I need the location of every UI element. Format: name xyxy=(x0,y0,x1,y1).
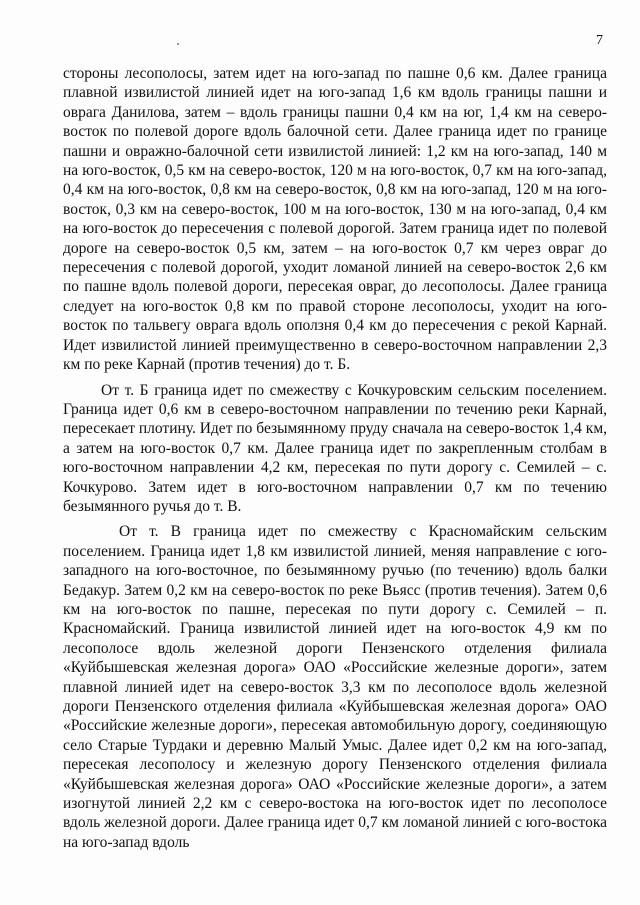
paragraph-continuation: стороны лесополосы, затем идет на юго-запад по пашне 0,6 км. Далее граница плавной извилистой линией идет на юго-запад 1,6 км вдоль границы пашни и оврага Данилова, затем – вдоль границы пашни 0,4 км на юг, 1,4 км на северо-восток по полевой дороге вдоль балочной сети. Далее граница идет по границе пашни и овражно-балочной сети извилистой линией: 1,2 км на юго-запад, 140 м на юго-восток, 0,5 км на северо-восток, 120 м на юго-восток, 0,7 км на юго-запад, 0,4 км на юго-восток, 0,8 км на северо-восток, 0,8 км на юго-запад, 120 м на юго-восток, 0,3 км на северо-восток, 100 м на юго-восток, 130 м на юго-запад, 0,4 км на юго-восток до пересечения с полевой дорогой. Затем граница идет по полевой дороге на северо-восток 0,5 км, затем – на юго-восток 0,7 км через овраг до пересечения с полевой дорогой, уходит ломаной линией на северо-восток 2,6 км по пашне вдоль полевой дороги, пересекая овраг, до лесополосы. Далее граница следует на юго-восток 0,8 км по правой стороне лесополосы, уходит на юго-восток по тальвегу оврага вдоль оползня 0,4 км до пересечения с рекой Карнай. Идет извилистой линией преимущественно в северо-восточном направлении 2,3 км по реке Карнай (против течения) до т. Б. xyxy=(63,65,607,374)
paragraph-point-b: От т. Б граница идет по смежеству с Кочкуровским сельским поселением. Граница идет 0,6 км в северо-восточном направлении по течению реки Карнай, пересекает плотину. Идет по безымянному пруду сначала на северо-восток 1,4 км, а затем на юго-восток 0,7 км. Далее граница идет по закрепленным столбам в юго-восточном направлении 4,2 км, пересекая по пути дорогу с. Семилей – с. Кочкурово. Затем идет в юго-восточном направлении 0,7 км по течению безымянного ручья до т. В. xyxy=(63,381,608,515)
document-body xyxy=(63,64,607,858)
page-number: 7 xyxy=(596,33,603,48)
scan-speck xyxy=(177,43,179,45)
paragraph-point-v: От т. В граница идет по смежеству с Красномайским сельским поселением. Граница идет 1,8 км извилистой линией, меняя направление с юго-западного на юго-восточное, по безымянному ручью (по течению) вдоль балки Бедакур. Затем 0,2 км на северо-восток по реке Вьясс (против течения). Затем 0,6 км на юго-восток по пашне, пересекая по пути дорогу с. Семилей – п. Красномайский. Граница извилистой линией идет на юго-восток 4,9 км по лесополосе вдоль железной дороги Пензенского отделения филиала «Куйбышевская железная дорога» ОАО «Российские железные дороги», затем плавной линией идет на северо-восток 3,3 км по лесополосе вдоль железной дороги Пензенского отделения филиала «Куйбышевская железная дорога» ОАО «Российские железные дороги», пересекая автомобильную дорогу, соединяющую село Старые Турдаки и деревню Малый Умыс. Далее идет 0,2 км на юго-запад, пересекая лесополосу и железную дорогу Пензенского отделения филиала «Куйбышевская железная дорога» ОАО «Российские железные дороги», а затем изогнутой линией 2,2 км с северо-востока на юго-восток идет по лесополосе вдоль железной дороги. Далее граница идет 0,7 км ломаной линией с юго-востока на юго-запад вдоль xyxy=(63,523,607,851)
